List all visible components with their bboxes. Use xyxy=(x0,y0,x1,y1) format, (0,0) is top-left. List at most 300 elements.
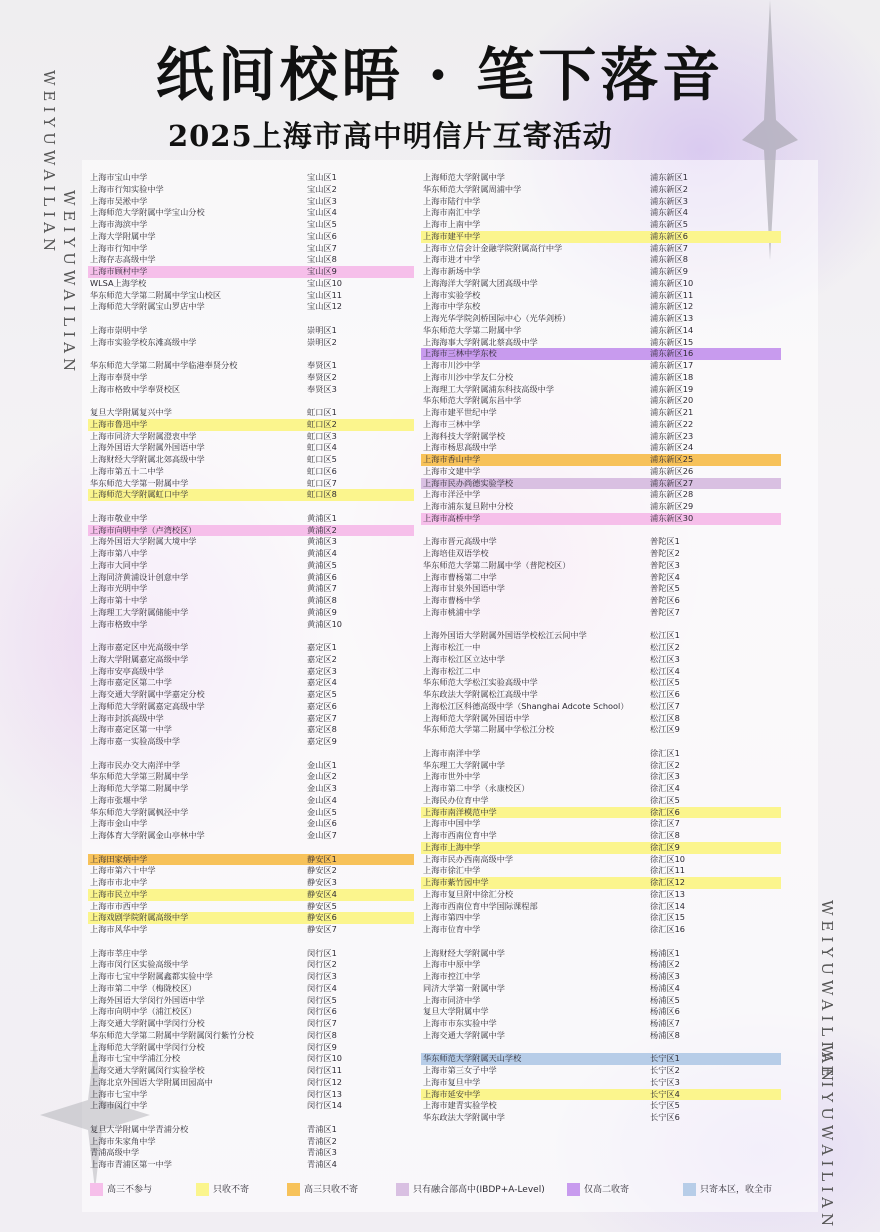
school-name: 上海市青浦区第一中学 xyxy=(90,1159,172,1169)
district-code: 浦东新区6 xyxy=(650,230,688,241)
legend-label: 仅高二收寄 xyxy=(584,1185,630,1195)
district-code: 闵行区5 xyxy=(307,994,337,1005)
school-row xyxy=(421,1053,781,1065)
school-name: 上海市西南位育中学国际课程部 xyxy=(423,900,538,911)
school-name: 上海市立信会计金融学院附属高行中学 xyxy=(423,242,563,253)
district-code: 宝山区10 xyxy=(307,277,342,288)
school-name: 上海市晋元高级中学 xyxy=(423,536,497,547)
district-code: 青浦区3 xyxy=(307,1147,337,1158)
group-spacer xyxy=(421,619,781,631)
school-row xyxy=(421,924,781,936)
district-code: 松江区6 xyxy=(650,689,680,699)
school-row xyxy=(88,689,414,701)
school-row xyxy=(421,642,781,654)
school-name: 上海市第二中学（永康校区） xyxy=(423,783,530,793)
district-code: 黄浦区8 xyxy=(307,595,337,605)
district-code: 金山区7 xyxy=(307,830,337,840)
school-row xyxy=(421,807,781,819)
school-row xyxy=(421,912,781,924)
district-code: 金山区2 xyxy=(307,771,337,782)
school-row xyxy=(421,290,781,302)
school-row xyxy=(421,395,781,407)
school-row xyxy=(88,301,414,313)
district-code: 嘉定区6 xyxy=(307,700,337,711)
district-code: 黄浦区1 xyxy=(307,512,337,523)
school-row xyxy=(421,595,781,607)
district-code: 徐汇区3 xyxy=(650,771,680,782)
school-row xyxy=(421,1112,781,1124)
district-code: 浦东新区17 xyxy=(650,360,694,370)
school-name: 上海市民办交大南洋中学 xyxy=(90,759,181,770)
school-row xyxy=(88,583,414,595)
school-row xyxy=(421,901,781,913)
school-row xyxy=(421,442,781,454)
district-code: 金山区5 xyxy=(307,806,337,817)
district-code: 浦东新区14 xyxy=(650,324,694,335)
school-row xyxy=(421,889,781,901)
school-row xyxy=(88,1006,414,1018)
school-row xyxy=(88,1018,414,1030)
district-code: 杨浦区3 xyxy=(650,971,680,981)
school-name: 上海市第六十中学 xyxy=(90,865,156,876)
school-name: 上海市闵行中学 xyxy=(90,1100,148,1111)
district-code: 闵行区3 xyxy=(307,971,337,981)
district-code: 浦东新区19 xyxy=(650,383,694,394)
school-row xyxy=(421,877,781,889)
district-code: 闵行区4 xyxy=(307,982,337,993)
district-code: 静安区2 xyxy=(307,865,337,876)
school-row xyxy=(88,654,414,666)
school-name: 上海交通大学附属闵行实验学校 xyxy=(90,1065,205,1075)
school-name: 上海市第八中学 xyxy=(90,548,148,558)
school-row xyxy=(421,1089,781,1101)
school-row xyxy=(88,243,414,255)
district-code: 杨浦区5 xyxy=(650,994,680,1005)
school-name: 上海市新场中学 xyxy=(423,266,481,276)
school-row xyxy=(88,431,414,443)
district-code: 杨浦区8 xyxy=(650,1029,680,1040)
district-code: 普陀区4 xyxy=(650,571,680,582)
district-code: 崇明区2 xyxy=(307,336,337,347)
school-name: 上海市七宝中学浦江分校 xyxy=(90,1053,181,1064)
district-code: 徐汇区11 xyxy=(650,865,685,876)
district-code: 浦东新区8 xyxy=(650,254,688,265)
school-name: 上海市中国中学 xyxy=(423,818,481,829)
school-row xyxy=(421,724,781,736)
school-row xyxy=(88,1147,414,1159)
school-name: 上海师范大学附属外国语中学 xyxy=(423,712,530,723)
school-name: 上海市朱家角中学 xyxy=(90,1135,156,1146)
district-code: 静安区4 xyxy=(307,888,337,899)
district-code: 宝山区3 xyxy=(307,195,337,206)
district-code: 松江区7 xyxy=(650,700,680,711)
district-code: 徐汇区13 xyxy=(650,888,685,899)
school-row xyxy=(88,548,414,560)
district-code: 虹口区4 xyxy=(307,442,337,453)
district-code: 长宁区1 xyxy=(650,1053,680,1064)
school-row xyxy=(421,501,781,513)
legend-swatch xyxy=(683,1183,696,1196)
school-name: 上海市同济大学附属澄衷中学 xyxy=(90,430,197,441)
district-code: 虹口区6 xyxy=(307,465,337,476)
district-code: 浦东新区9 xyxy=(650,266,688,276)
district-code: 宝山区5 xyxy=(307,219,337,229)
legend-swatch xyxy=(396,1183,409,1196)
school-row xyxy=(421,548,781,560)
school-row xyxy=(88,1077,414,1089)
school-row xyxy=(88,760,414,772)
side-watermark-right-2: WEIYUWAILIAN xyxy=(818,1045,836,1232)
school-row xyxy=(88,266,414,278)
school-row xyxy=(88,337,414,349)
school-name: 上海理工大学附属储能中学 xyxy=(90,606,189,617)
school-name: 华东师范大学松江实验高级中学 xyxy=(423,677,538,688)
district-code: 奉贤区3 xyxy=(307,383,337,394)
district-code: 徐汇区12 xyxy=(650,877,685,887)
legend-swatch xyxy=(196,1183,209,1196)
legend-label: 只有融合部高中(IBDP+A-Level) xyxy=(413,1185,545,1195)
school-row xyxy=(88,1030,414,1042)
school-name: 上海光华学院剑桥国际中心（光华剑桥） xyxy=(423,313,571,323)
district-code: 闵行区2 xyxy=(307,959,337,970)
school-name: 上海市张堰中学 xyxy=(90,794,148,805)
school-name: 上海外国语大学附属外国语中学 xyxy=(90,442,205,453)
school-name: 上海市安亭高级中学 xyxy=(90,665,164,676)
school-row xyxy=(88,701,414,713)
district-code: 杨浦区2 xyxy=(650,959,680,970)
school-row xyxy=(88,971,414,983)
school-name: 上海市市东实验中学 xyxy=(423,1018,497,1028)
school-row xyxy=(88,830,414,842)
school-name: 华东师范大学第二附属中学（普陀校区） xyxy=(423,559,571,570)
school-row xyxy=(88,325,414,337)
school-row xyxy=(421,360,781,372)
group-spacer xyxy=(88,313,414,325)
school-name: 上海市徐汇中学 xyxy=(423,865,481,876)
school-row xyxy=(88,795,414,807)
school-name: 上海海洋大学附属大团高级中学 xyxy=(423,277,538,288)
school-row xyxy=(421,971,781,983)
school-row xyxy=(421,419,781,431)
district-code: 普陀区7 xyxy=(650,606,680,617)
district-code: 徐汇区8 xyxy=(650,830,680,840)
district-code: 闵行区8 xyxy=(307,1029,337,1040)
district-code: 浦东新区30 xyxy=(650,512,694,523)
school-name: 上海松江区科德高级中学（Shanghai Adcote School） xyxy=(423,700,629,711)
school-row xyxy=(421,536,781,548)
district-code: 嘉定区7 xyxy=(307,712,337,723)
district-code: 松江区1 xyxy=(650,630,680,641)
school-name: 上海市吴淞中学 xyxy=(90,195,148,206)
school-row xyxy=(421,1018,781,1030)
district-code: 徐汇区16 xyxy=(650,924,685,934)
district-code: 闵行区11 xyxy=(307,1065,342,1075)
school-name: 上海市位育中学 xyxy=(423,924,481,934)
school-row xyxy=(88,912,414,924)
school-row xyxy=(88,807,414,819)
school-name: 华东师范大学第三附属中学 xyxy=(90,771,189,782)
school-name: 上海市第二中学（梅陇校区） xyxy=(90,982,197,993)
school-name: 上海市嘉一实验高级中学 xyxy=(90,736,181,746)
school-name: 上海市上海中学 xyxy=(423,841,481,852)
district-code: 浦东新区11 xyxy=(650,289,694,300)
district-code: 杨浦区1 xyxy=(650,947,680,958)
school-name: 上海财经大学附属中学 xyxy=(423,947,505,958)
district-code: 徐汇区1 xyxy=(650,747,680,758)
school-name: 上海师范大学附属中学宝山分校 xyxy=(90,207,205,218)
school-name: 上海师范大学第二附属中学 xyxy=(90,783,189,793)
legend-label: 高三不参与 xyxy=(107,1185,153,1195)
school-row xyxy=(421,454,781,466)
district-code: 嘉定区4 xyxy=(307,677,337,688)
school-row xyxy=(88,278,414,290)
district-code: 青浦区2 xyxy=(307,1135,337,1146)
school-row xyxy=(88,877,414,889)
district-code: 浦东新区25 xyxy=(650,454,694,464)
school-name: 上海市风华中学 xyxy=(90,924,148,934)
district-code: 长宁区6 xyxy=(650,1112,680,1122)
school-name: 上海外国语大学闵行外国语中学 xyxy=(90,994,205,1005)
school-row xyxy=(421,266,781,278)
side-watermark-left-2: WEIYUWAILIAN xyxy=(60,190,78,377)
school-name: 复旦大学附属复兴中学 xyxy=(90,407,172,417)
school-name: 华东师范大学第二附属中学松江分校 xyxy=(423,724,555,735)
district-code: 浦东新区12 xyxy=(650,301,694,312)
school-name: 上海市宝山中学 xyxy=(90,172,148,182)
school-row xyxy=(421,231,781,243)
school-row xyxy=(88,713,414,725)
school-row xyxy=(88,677,414,689)
school-row xyxy=(88,1124,414,1136)
school-name: 上海市洋泾中学 xyxy=(423,489,481,500)
school-row xyxy=(421,489,781,501)
school-row xyxy=(421,1065,781,1077)
school-name: 上海市陆行中学 xyxy=(423,195,481,206)
school-row xyxy=(421,583,781,595)
school-name: 上海市奉贤中学 xyxy=(90,371,148,382)
school-name: 上海市七宝中学 xyxy=(90,1088,148,1099)
group-spacer xyxy=(88,842,414,854)
school-name: 上海市进才中学 xyxy=(423,254,481,265)
district-code: 青浦区4 xyxy=(307,1159,337,1169)
school-row xyxy=(421,818,781,830)
district-code: 闵行区9 xyxy=(307,1041,337,1052)
district-code: 徐汇区4 xyxy=(650,783,680,793)
school-name: 上海大学附属嘉定高级中学 xyxy=(90,653,189,664)
school-row xyxy=(421,478,781,490)
school-name: 上海市行知实验中学 xyxy=(90,183,164,194)
district-code: 虹口区8 xyxy=(307,489,337,500)
school-row xyxy=(421,184,781,196)
school-row xyxy=(88,231,414,243)
group-spacer xyxy=(88,501,414,513)
district-code: 浦东新区16 xyxy=(650,348,694,359)
school-row xyxy=(88,983,414,995)
school-name: 上海市高桥中学 xyxy=(423,512,481,523)
school-name: 上海市文建中学 xyxy=(423,465,481,476)
school-name: 上海培佳双语学校 xyxy=(423,548,489,558)
school-row xyxy=(421,219,781,231)
school-row xyxy=(421,172,781,184)
school-name: 上海北京外国语大学附属田园高中 xyxy=(90,1076,213,1087)
district-code: 浦东新区5 xyxy=(650,219,688,229)
district-code: 闵行区6 xyxy=(307,1006,337,1017)
school-name: 华东师范大学第二附属中学宝山校区 xyxy=(90,289,222,300)
district-code: 徐汇区14 xyxy=(650,900,685,911)
school-name: 上海市鲁迅中学 xyxy=(90,418,148,429)
district-code: 松江区9 xyxy=(650,724,680,735)
school-name: 上海市行知中学 xyxy=(90,242,148,253)
school-row xyxy=(88,1089,414,1101)
school-name: 上海大学附属中学 xyxy=(90,230,156,241)
district-code: 普陀区6 xyxy=(650,595,680,605)
district-code: 宝山区11 xyxy=(307,289,342,300)
district-code: 杨浦区6 xyxy=(650,1006,680,1017)
school-row xyxy=(88,607,414,619)
school-name: 复旦大学附属中学青浦分校 xyxy=(90,1123,189,1134)
district-code: 崇明区1 xyxy=(307,324,337,335)
school-row xyxy=(421,278,781,290)
school-name: 上海市七宝中学附属鑫都实验中学 xyxy=(90,971,213,981)
legend-item xyxy=(567,1183,629,1199)
school-row xyxy=(421,1030,781,1042)
school-name: 上海市海滨中学 xyxy=(90,219,148,229)
school-name: 上海市民办西南高级中学 xyxy=(423,853,514,864)
school-row xyxy=(88,172,414,184)
school-row xyxy=(88,489,414,501)
district-code: 静安区1 xyxy=(307,853,337,864)
side-watermark-right-1: WEIYUWAILIAN xyxy=(818,900,836,1087)
school-name: 华东师范大学第二附属中学临港奉贤分校 xyxy=(90,360,238,370)
school-name: 上海市上南中学 xyxy=(423,219,481,229)
school-row xyxy=(421,572,781,584)
school-row xyxy=(421,337,781,349)
school-row xyxy=(88,818,414,830)
district-code: 浦东新区26 xyxy=(650,465,694,476)
school-row xyxy=(88,254,414,266)
school-row xyxy=(88,854,414,866)
group-spacer xyxy=(88,936,414,948)
district-code: 浦东新区15 xyxy=(650,336,694,347)
school-row xyxy=(88,466,414,478)
school-name: 华东师范大学附属枫泾中学 xyxy=(90,806,189,817)
district-code: 浦东新区2 xyxy=(650,183,688,194)
school-name: 华东政法大学附属中学 xyxy=(423,1112,505,1122)
school-row xyxy=(421,760,781,772)
school-list-left xyxy=(88,172,414,1171)
school-row xyxy=(88,372,414,384)
school-name: 上海市延安中学 xyxy=(423,1088,481,1099)
group-spacer xyxy=(88,1112,414,1124)
district-code: 静安区6 xyxy=(307,912,337,923)
school-row xyxy=(421,313,781,325)
district-code: 浦东新区28 xyxy=(650,489,694,500)
school-name: 上海市复旦附中徐汇分校 xyxy=(423,888,514,899)
school-name: 上海市市北中学 xyxy=(90,877,148,887)
school-name: 上海市松江二中 xyxy=(423,665,481,676)
school-name: 上海市格致中学奉贤校区 xyxy=(90,383,181,394)
school-name: WLSA上海学校 xyxy=(90,277,147,288)
school-row xyxy=(421,1077,781,1089)
school-row xyxy=(88,959,414,971)
school-name: 上海市松江区立达中学 xyxy=(423,653,505,664)
district-code: 徐汇区7 xyxy=(650,818,680,829)
group-spacer xyxy=(421,1042,781,1054)
school-row xyxy=(88,771,414,783)
school-name: 上海市紫竹园中学 xyxy=(423,877,489,887)
school-name: 上海市实验学校 xyxy=(423,289,481,300)
school-row xyxy=(88,407,414,419)
school-name: 上海市向明中学（浦江校区） xyxy=(90,1006,197,1017)
school-name: 上海外国语大学附属大境中学 xyxy=(90,536,197,547)
school-name: 上海市川沙中学 xyxy=(423,360,481,370)
district-code: 徐汇区10 xyxy=(650,853,685,864)
school-row xyxy=(421,689,781,701)
school-name: 上海市南洋中学 xyxy=(423,747,481,758)
school-name: 华东师范大学第二附属中学附属闵行紫竹分校 xyxy=(90,1029,254,1040)
school-row xyxy=(421,748,781,760)
school-row xyxy=(88,1065,414,1077)
school-name: 华东师范大学附属天山学校 xyxy=(423,1053,522,1064)
district-code: 普陀区2 xyxy=(650,548,680,558)
school-name: 上海市封浜高级中学 xyxy=(90,712,164,723)
district-code: 普陀区1 xyxy=(650,536,680,547)
district-code: 浦东新区13 xyxy=(650,313,694,323)
school-row xyxy=(421,407,781,419)
school-name: 华东师范大学第一附属中学 xyxy=(90,477,189,488)
district-code: 徐汇区9 xyxy=(650,841,680,852)
legend-label: 只寄本区，收全市 xyxy=(700,1185,773,1195)
district-code: 宝山区8 xyxy=(307,254,337,265)
school-row xyxy=(88,736,414,748)
school-name: 上海市第四中学 xyxy=(423,912,481,923)
district-code: 普陀区3 xyxy=(650,559,680,570)
district-code: 嘉定区5 xyxy=(307,689,337,699)
school-row xyxy=(421,466,781,478)
legend-item xyxy=(196,1183,249,1199)
school-name: 上海市嘉定区第一中学 xyxy=(90,724,172,735)
school-row xyxy=(421,630,781,642)
school-name: 上海市川沙中学友仁分校 xyxy=(423,371,514,382)
school-name: 华东师范大学附属东昌中学 xyxy=(423,395,522,406)
district-code: 松江区3 xyxy=(650,653,680,664)
district-code: 浦东新区3 xyxy=(650,195,688,206)
district-code: 松江区4 xyxy=(650,665,680,676)
district-code: 杨浦区4 xyxy=(650,982,680,993)
school-row xyxy=(88,948,414,960)
district-code: 黄浦区4 xyxy=(307,548,337,558)
school-row xyxy=(88,290,414,302)
school-name: 上海市第十中学 xyxy=(90,595,148,605)
school-name: 上海市嘉定区第二中学 xyxy=(90,677,172,688)
district-code: 浦东新区23 xyxy=(650,430,694,441)
school-row xyxy=(88,572,414,584)
school-row xyxy=(88,196,414,208)
district-code: 黄浦区5 xyxy=(307,559,337,570)
school-row xyxy=(421,301,781,313)
school-name: 上海海事大学附属北蔡高级中学 xyxy=(423,336,538,347)
legend-swatch xyxy=(567,1183,580,1196)
district-code: 宝山区2 xyxy=(307,183,337,194)
school-name: 上海市三林中学东校 xyxy=(423,348,497,359)
school-row xyxy=(421,654,781,666)
school-row xyxy=(421,983,781,995)
district-code: 静安区3 xyxy=(307,877,337,887)
school-row xyxy=(88,1053,414,1065)
school-name: 上海市中学东校 xyxy=(423,301,481,312)
district-code: 闵行区14 xyxy=(307,1100,342,1111)
school-row xyxy=(421,1006,781,1018)
